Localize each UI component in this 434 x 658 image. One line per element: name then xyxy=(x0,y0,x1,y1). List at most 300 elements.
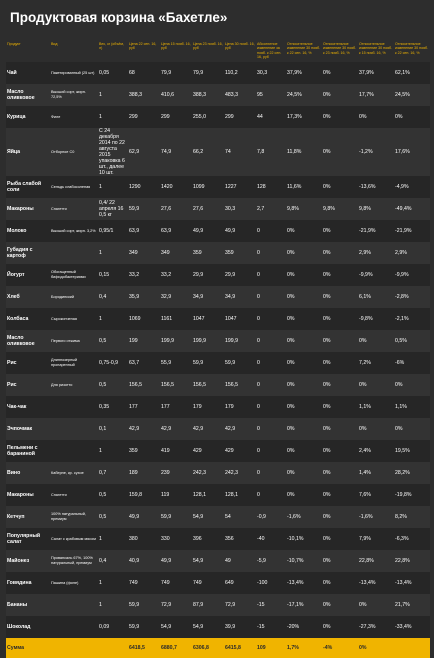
table-row xyxy=(6,528,430,550)
weight: 1 xyxy=(98,440,128,462)
rel-change-2: 0% xyxy=(322,462,358,484)
header-price-4: Цена 30 нояб. 16, руб xyxy=(225,42,255,51)
price-4: 242,3 xyxy=(224,462,256,484)
rel-change-1: 11,8% xyxy=(286,128,322,176)
product-name: Бананы xyxy=(6,594,50,616)
price-2: 1161 xyxy=(160,308,192,330)
rel-change-3: 0% xyxy=(358,418,394,440)
product-desc: Первого отжима xyxy=(50,330,98,352)
table-row xyxy=(6,396,430,418)
product-desc: Провансаль 67%, 100% натуральный, премиум xyxy=(50,550,98,572)
price-1: 156,5 xyxy=(128,374,160,396)
weight: 0,35 xyxy=(98,396,128,418)
abs-change: 128 xyxy=(256,176,286,198)
total-desc xyxy=(50,638,98,658)
abs-change: 0 xyxy=(256,242,286,264)
price-3: 27,6 xyxy=(192,198,224,220)
weight: 1 xyxy=(98,308,128,330)
header-price-1: Цена 22 сен. 16, руб xyxy=(129,42,157,51)
rel-change-4: 0% xyxy=(394,374,430,396)
price-4: 1227 xyxy=(224,176,256,198)
table-row xyxy=(6,440,430,462)
rel-change-3: 0% xyxy=(358,594,394,616)
rel-change-4: -4,9% xyxy=(394,176,430,198)
abs-change: 0 xyxy=(256,374,286,396)
weight: 1 xyxy=(98,106,128,128)
rel-change-1: 0% xyxy=(286,220,322,242)
rel-change-4: 2,9% xyxy=(394,242,430,264)
rel-change-4: 0% xyxy=(394,418,430,440)
rel-change-1: 37,9% xyxy=(286,62,322,84)
header-kind: Вид xyxy=(51,42,58,46)
total-rel-change-4 xyxy=(394,638,430,658)
rel-change-2: 0% xyxy=(322,616,358,638)
price-4: 429 xyxy=(224,440,256,462)
rel-change-3: 0% xyxy=(358,106,394,128)
price-2: 74,9 xyxy=(160,128,192,176)
price-4: 128,1 xyxy=(224,484,256,506)
total-price-3: 6306,8 xyxy=(192,638,224,658)
table-row xyxy=(6,616,430,638)
rel-change-1: -17,1% xyxy=(286,594,322,616)
price-2: 749 xyxy=(160,572,192,594)
product-desc: Каберне, кр. сухое xyxy=(50,462,98,484)
abs-change: -5,9 xyxy=(256,550,286,572)
price-2: 239 xyxy=(160,462,192,484)
rel-change-1: 0% xyxy=(286,286,322,308)
abs-change: 0 xyxy=(256,462,286,484)
rel-change-3: 37,9% xyxy=(358,62,394,84)
rel-change-4: 17,6% xyxy=(394,128,430,176)
rel-change-3: -13,4% xyxy=(358,572,394,594)
abs-change: 0 xyxy=(256,330,286,352)
weight: 0,05 xyxy=(98,62,128,84)
rel-change-4: 24,5% xyxy=(394,84,430,106)
product-name: Кетчуп xyxy=(6,506,50,528)
rel-change-3: -1,6% xyxy=(358,506,394,528)
table-row xyxy=(6,330,430,352)
rel-change-4: 1,1% xyxy=(394,396,430,418)
price-4: 356 xyxy=(224,528,256,550)
product-name: Чак-чак xyxy=(6,396,50,418)
product-name: Макароны xyxy=(6,484,50,506)
table-row xyxy=(6,594,430,616)
rel-change-3: 1,1% xyxy=(358,396,394,418)
price-2: 299 xyxy=(160,106,192,128)
weight: 0,5 xyxy=(98,506,128,528)
price-2: 410,6 xyxy=(160,84,192,106)
product-desc: Отборное С0 xyxy=(50,128,98,176)
price-4: 110,2 xyxy=(224,62,256,84)
weight: 0,75-0,9 xyxy=(98,352,128,374)
abs-change: 7,8 xyxy=(256,128,286,176)
weight: 1 xyxy=(98,84,128,106)
product-name: Популярный салат xyxy=(6,528,50,550)
rel-change-4: -49,4% xyxy=(394,198,430,220)
abs-change: 30,3 xyxy=(256,62,286,84)
rel-change-1: 0% xyxy=(286,418,322,440)
price-2: 63,9 xyxy=(160,220,192,242)
table-row xyxy=(6,198,430,220)
rel-change-2: 0% xyxy=(322,286,358,308)
rel-change-1: 9,8% xyxy=(286,198,322,220)
rel-change-3: -9,9% xyxy=(358,264,394,286)
table-row xyxy=(6,220,430,242)
rel-change-3: 7,6% xyxy=(358,484,394,506)
product-desc xyxy=(50,418,98,440)
rel-change-2: 0% xyxy=(322,572,358,594)
rel-change-2: 0% xyxy=(322,374,358,396)
price-3: 42,9 xyxy=(192,418,224,440)
rel-change-1: 0% xyxy=(286,374,322,396)
price-3: 242,3 xyxy=(192,462,224,484)
rel-change-1: -1,6% xyxy=(286,506,322,528)
weight: 0,4 xyxy=(98,550,128,572)
table-row xyxy=(6,484,430,506)
rel-change-4: -33,4% xyxy=(394,616,430,638)
price-3: 179 xyxy=(192,396,224,418)
price-1: 42,9 xyxy=(128,418,160,440)
product-name: Курица xyxy=(6,106,50,128)
table-body xyxy=(6,62,430,638)
product-desc: Пашина (филе) xyxy=(50,572,98,594)
rel-change-3: 7,2% xyxy=(358,352,394,374)
price-4: 199,9 xyxy=(224,330,256,352)
price-2: 349 xyxy=(160,242,192,264)
rel-change-4: -6% xyxy=(394,352,430,374)
price-4: 179 xyxy=(224,396,256,418)
table-row xyxy=(6,374,430,396)
price-4: 483,3 xyxy=(224,84,256,106)
product-desc: Сельдь слабосоленая xyxy=(50,176,98,198)
table-row xyxy=(6,62,430,84)
total-rel-change-1: 1,7% xyxy=(286,638,322,658)
rel-change-2: 0% xyxy=(322,550,358,572)
abs-change: 0 xyxy=(256,352,286,374)
rel-change-4: 0% xyxy=(394,106,430,128)
product-desc: Для ризотто xyxy=(50,374,98,396)
price-1: 1290 xyxy=(128,176,160,198)
table-row xyxy=(6,242,430,264)
price-3: 255,0 xyxy=(192,106,224,128)
product-desc: Высший сорт, жирн. 72,5% xyxy=(50,84,98,106)
price-2: 54,9 xyxy=(160,616,192,638)
product-name: Рыба слабой соли xyxy=(6,176,50,198)
rel-change-4: -13,4% xyxy=(394,572,430,594)
total-abs-change: 109 xyxy=(256,638,286,658)
price-1: 59,9 xyxy=(128,198,160,220)
abs-change: 0 xyxy=(256,440,286,462)
header-rel-change-2: Относительное изменение 30 нояб. к 23 нояб. 16, % xyxy=(323,42,357,55)
abs-change: 0 xyxy=(256,396,286,418)
price-4: 54 xyxy=(224,506,256,528)
product-desc xyxy=(50,594,98,616)
price-table xyxy=(6,40,430,658)
rel-change-2: 0% xyxy=(322,264,358,286)
product-desc xyxy=(50,396,98,418)
price-2: 199,9 xyxy=(160,330,192,352)
product-name: Масло оливковое xyxy=(6,330,50,352)
rel-change-3: 6,1% xyxy=(358,286,394,308)
abs-change: 0 xyxy=(256,418,286,440)
price-2: 59,9 xyxy=(160,506,192,528)
header-product: Продукт xyxy=(7,42,21,46)
product-desc xyxy=(50,440,98,462)
total-rel-change-3: 0% xyxy=(358,638,394,658)
price-2: 72,9 xyxy=(160,594,192,616)
header-abs-change: Абсолютное изменение за нояб. к 22 сен. 16, руб xyxy=(257,42,282,60)
rel-change-2: 0% xyxy=(322,484,358,506)
product-desc: Спагетти xyxy=(50,198,98,220)
rel-change-2: 0% xyxy=(322,352,358,374)
header-rel-change-4: Относительное изменение 30 нояб. к 22 сен. 16, % xyxy=(395,42,429,55)
abs-change: 0 xyxy=(256,308,286,330)
weight: 0,5 xyxy=(98,484,128,506)
rel-change-2: 0% xyxy=(322,128,358,176)
price-1: 177 xyxy=(128,396,160,418)
product-name: Вино xyxy=(6,462,50,484)
price-2: 42,9 xyxy=(160,418,192,440)
product-desc xyxy=(50,616,98,638)
product-desc: 100% натуральный, премиум xyxy=(50,506,98,528)
rel-change-4: -19,8% xyxy=(394,484,430,506)
price-1: 1069 xyxy=(128,308,160,330)
rel-change-2: 0% xyxy=(322,220,358,242)
price-2: 156,5 xyxy=(160,374,192,396)
total-row xyxy=(6,638,430,658)
rel-change-2: 0% xyxy=(322,440,358,462)
header-row xyxy=(6,40,430,62)
price-1: 49,9 xyxy=(128,506,160,528)
weight: 0,09 xyxy=(98,616,128,638)
price-4: 156,5 xyxy=(224,374,256,396)
weight: 1 xyxy=(98,572,128,594)
price-4: 30,3 xyxy=(224,198,256,220)
abs-change: 0 xyxy=(256,220,286,242)
price-1: 35,9 xyxy=(128,286,160,308)
product-name: Майонез xyxy=(6,550,50,572)
price-3: 388,3 xyxy=(192,84,224,106)
price-4: 299 xyxy=(224,106,256,128)
price-1: 349 xyxy=(128,242,160,264)
page-title: Продуктовая корзина «Бахетле» xyxy=(10,10,228,25)
total-price-1: 6418,5 xyxy=(128,638,160,658)
total-price-4: 6415,8 xyxy=(224,638,256,658)
rel-change-3: 2,4% xyxy=(358,440,394,462)
price-1: 159,8 xyxy=(128,484,160,506)
header-price-3: Цена 23 нояб. 16, руб xyxy=(193,42,223,51)
product-desc: Пакетированный (25 шт) xyxy=(50,62,98,84)
price-2: 1420 xyxy=(160,176,192,198)
table-row xyxy=(6,462,430,484)
abs-change: -40 xyxy=(256,528,286,550)
price-1: 380 xyxy=(128,528,160,550)
price-3: 156,5 xyxy=(192,374,224,396)
weight: 0,4 xyxy=(98,286,128,308)
rel-change-4: -21,9% xyxy=(394,220,430,242)
rel-change-2: 0% xyxy=(322,396,358,418)
rel-change-1: -20% xyxy=(286,616,322,638)
rel-change-2: 0% xyxy=(322,242,358,264)
price-1: 40,9 xyxy=(128,550,160,572)
abs-change: 95 xyxy=(256,84,286,106)
rel-change-4: 0,5% xyxy=(394,330,430,352)
price-3: 749 xyxy=(192,572,224,594)
table-row xyxy=(6,176,430,198)
total-weight xyxy=(98,638,128,658)
rel-change-1: 17,3% xyxy=(286,106,322,128)
rel-change-3: 22,8% xyxy=(358,550,394,572)
price-2: 119 xyxy=(160,484,192,506)
rel-change-1: 11,6% xyxy=(286,176,322,198)
abs-change: 0 xyxy=(256,264,286,286)
rel-change-2: 0% xyxy=(322,506,358,528)
table-row xyxy=(6,106,430,128)
product-name: Макароны xyxy=(6,198,50,220)
rel-change-4: 19,5% xyxy=(394,440,430,462)
rel-change-4: 22,8% xyxy=(394,550,430,572)
rel-change-4: -2,8% xyxy=(394,286,430,308)
abs-change: -15 xyxy=(256,616,286,638)
weight: 0,1 xyxy=(98,418,128,440)
header-weight: Вес, кг (объём, л) xyxy=(99,42,124,51)
price-3: 59,9 xyxy=(192,352,224,374)
abs-change: -15 xyxy=(256,594,286,616)
product-desc: Бородинский xyxy=(50,286,98,308)
table-row xyxy=(6,264,430,286)
rel-change-1: 24,5% xyxy=(286,84,322,106)
price-3: 429 xyxy=(192,440,224,462)
product-name: Губадия с картоф xyxy=(6,242,50,264)
rel-change-1: -10,1% xyxy=(286,528,322,550)
rel-change-1: 0% xyxy=(286,242,322,264)
total-price-2: 6880,7 xyxy=(160,638,192,658)
rel-change-3: -21,9% xyxy=(358,220,394,242)
rel-change-2: 0% xyxy=(322,594,358,616)
weight: 1 xyxy=(98,594,128,616)
product-desc: Длиннозерный пропаренный xyxy=(50,352,98,374)
weight: 0,7 xyxy=(98,462,128,484)
price-3: 1047 xyxy=(192,308,224,330)
rel-change-1: 0% xyxy=(286,352,322,374)
price-2: 419 xyxy=(160,440,192,462)
price-1: 359 xyxy=(128,440,160,462)
rel-change-3: -27,3% xyxy=(358,616,394,638)
rel-change-1: 0% xyxy=(286,330,322,352)
product-desc xyxy=(50,242,98,264)
rel-change-3: 0% xyxy=(358,330,394,352)
rel-change-1: 0% xyxy=(286,396,322,418)
weight: 0,95/1 xyxy=(98,220,128,242)
rel-change-2: 9,8% xyxy=(322,198,358,220)
price-1: 63,9 xyxy=(128,220,160,242)
total-label: Сумма xyxy=(6,638,50,658)
rel-change-1: -10,7% xyxy=(286,550,322,572)
price-4: 649 xyxy=(224,572,256,594)
product-name: Чай xyxy=(6,62,50,84)
abs-change: -0,9 xyxy=(256,506,286,528)
rel-change-3: 2,9% xyxy=(358,242,394,264)
rel-change-2: 0% xyxy=(322,62,358,84)
price-4: 359 xyxy=(224,242,256,264)
rel-change-2: 0% xyxy=(322,308,358,330)
price-2: 330 xyxy=(160,528,192,550)
price-4: 49 xyxy=(224,550,256,572)
price-3: 79,9 xyxy=(192,62,224,84)
price-2: 49,9 xyxy=(160,550,192,572)
product-desc: Сырокопченая xyxy=(50,308,98,330)
price-2: 177 xyxy=(160,396,192,418)
weight: 0,5 xyxy=(98,330,128,352)
table-row xyxy=(6,84,430,106)
rel-change-4: 62,1% xyxy=(394,62,430,84)
abs-change: 2,7 xyxy=(256,198,286,220)
rel-change-1: -13,4% xyxy=(286,572,322,594)
rel-change-4: -9,9% xyxy=(394,264,430,286)
price-1: 62,9 xyxy=(128,128,160,176)
price-4: 1047 xyxy=(224,308,256,330)
product-name: Колбаса xyxy=(6,308,50,330)
product-name: Рис xyxy=(6,352,50,374)
table-row xyxy=(6,352,430,374)
price-1: 388,3 xyxy=(128,84,160,106)
price-3: 87,9 xyxy=(192,594,224,616)
rel-change-4: -6,3% xyxy=(394,528,430,550)
product-name: Яйца xyxy=(6,128,50,176)
rel-change-3: 7,9% xyxy=(358,528,394,550)
header-rel-change-3: Относительное изменение 30 нояб. к 15 нояб. 16, % xyxy=(359,42,393,55)
price-1: 749 xyxy=(128,572,160,594)
rel-change-3: -1,2% xyxy=(358,128,394,176)
product-name: Эчпочмак xyxy=(6,418,50,440)
rel-change-2: 0% xyxy=(322,418,358,440)
price-3: 54,9 xyxy=(192,616,224,638)
weight: 1 xyxy=(98,242,128,264)
rel-change-2: 0% xyxy=(322,176,358,198)
product-desc: Филе xyxy=(50,106,98,128)
price-2: 33,2 xyxy=(160,264,192,286)
price-3: 54,9 xyxy=(192,550,224,572)
price-3: 1099 xyxy=(192,176,224,198)
rel-change-3: -13,6% xyxy=(358,176,394,198)
weight: С 24 декабря 2014 по 22 августа 2015 упаковка 6 шт., далее 10 шт. xyxy=(98,128,128,176)
price-3: 54,9 xyxy=(192,506,224,528)
price-1: 68 xyxy=(128,62,160,84)
price-3: 128,1 xyxy=(192,484,224,506)
price-4: 39,9 xyxy=(224,616,256,638)
rel-change-3: -9,8% xyxy=(358,308,394,330)
weight: 1 xyxy=(98,176,128,198)
price-2: 32,9 xyxy=(160,286,192,308)
header-rel-change-1: Относительное изменение 30 нояб. к 22 сен. 16, % xyxy=(287,42,321,55)
price-1: 59,9 xyxy=(128,594,160,616)
price-4: 74 xyxy=(224,128,256,176)
rel-change-3: 9,8% xyxy=(358,198,394,220)
price-4: 59,9 xyxy=(224,352,256,374)
price-2: 79,9 xyxy=(160,62,192,84)
rel-change-2: 0% xyxy=(322,106,358,128)
price-3: 34,9 xyxy=(192,286,224,308)
header-price-2: Цена 15 нояб. 16, руб xyxy=(161,42,191,51)
product-desc: Салат с крабовым мясом xyxy=(50,528,98,550)
product-desc: Спагетти xyxy=(50,484,98,506)
rel-change-3: 1,4% xyxy=(358,462,394,484)
rel-change-1: 0% xyxy=(286,308,322,330)
weight: 0,15 xyxy=(98,264,128,286)
product-name: Молоко xyxy=(6,220,50,242)
product-name: Шоколад xyxy=(6,616,50,638)
table-row xyxy=(6,286,430,308)
